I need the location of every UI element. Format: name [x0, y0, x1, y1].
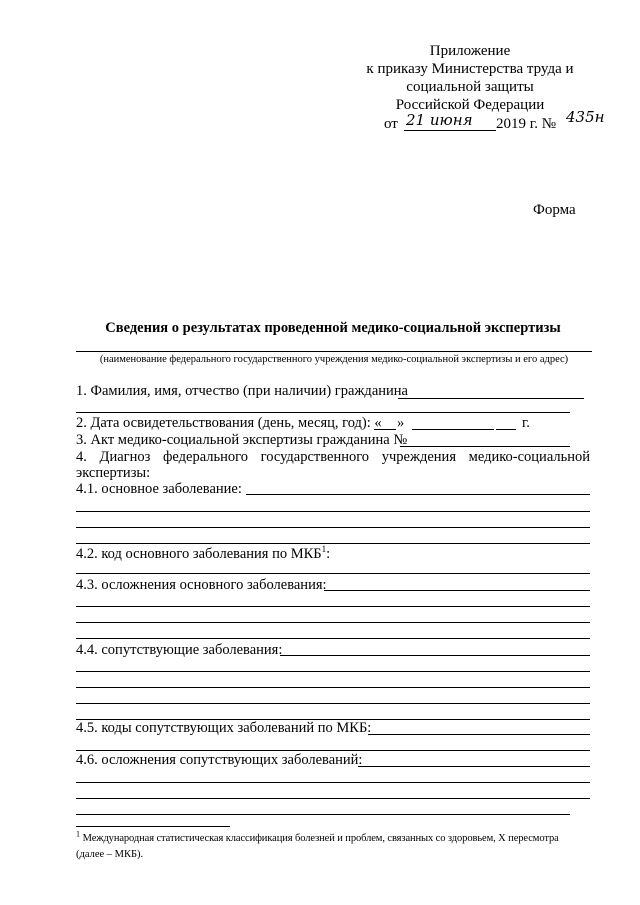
item-4-5-field-2[interactable]	[76, 750, 590, 751]
item-4-2-field[interactable]	[76, 573, 590, 574]
institution-caption: (наименование федерального государственного учреждения медико-социальной экспертизы и его адрес)	[99, 354, 569, 365]
item-4-1-label: 4.1. основное заболевание:	[76, 481, 242, 497]
item-4-4-label: 4.4. сопутствующие заболевания:	[76, 642, 283, 658]
item-4-3-field-2[interactable]	[76, 606, 590, 607]
item-4-1-field-3[interactable]	[76, 527, 590, 528]
item-2-row	[76, 415, 596, 433]
item-2-year-suffix: г.	[522, 415, 530, 431]
item-4-6-field-2[interactable]	[76, 782, 590, 783]
date-prefix: от	[384, 116, 398, 132]
item-4-label: 4. Диагноз федерального государственного учреждения медико-социальной	[76, 449, 590, 465]
item-4-3-field-3[interactable]	[76, 622, 590, 623]
order-date-line	[384, 108, 605, 133]
footnote-separator	[76, 826, 230, 827]
item-4-5-label: 4.5. коды сопутствующих заболеваний по МКБ:	[76, 720, 372, 736]
item-1-field-2[interactable]	[76, 412, 570, 413]
item-4-4-field-3[interactable]	[76, 687, 590, 688]
item-4-2-colon: :	[326, 546, 331, 562]
footnote-text-1: Международная статистическая классификация болезней и проблем, связанных со здоровьем, X пересмотра	[82, 833, 559, 844]
header-line-1: Приложение	[429, 43, 511, 59]
item-4-4-field-2[interactable]	[76, 671, 590, 672]
day-field[interactable]	[374, 429, 396, 430]
year-number-label: 2019 г. №	[496, 116, 557, 132]
handwritten-date: 21 июня	[406, 111, 473, 129]
item-4-6-field-3[interactable]	[76, 798, 590, 799]
item-4-4-field[interactable]	[280, 655, 590, 656]
item-2-quote: »	[397, 415, 405, 431]
item-4-3-label: 4.3. осложнения основного заболевания:	[76, 577, 327, 593]
item-4-4-field-4[interactable]	[76, 703, 590, 704]
item-1-label: 1. Фамилия, имя, отчество (при наличии) гражданина	[76, 383, 408, 399]
item-4-3-field-4[interactable]	[76, 638, 590, 639]
form-label: Форма	[533, 202, 576, 218]
institution-line	[76, 351, 592, 352]
document-title: Сведения о результатах проведенной медико-социальной экспертизы	[105, 320, 561, 336]
item-4-2-label	[76, 546, 330, 562]
item-3-label: 3. Акт медико-социальной экспертизы гражданина №	[76, 432, 408, 448]
item-1-field[interactable]	[398, 398, 584, 399]
item-4-6-field-4[interactable]	[76, 814, 570, 815]
footnote-mark: 1	[76, 829, 80, 839]
item-4-5-field[interactable]	[368, 734, 590, 735]
item-4-1-field-4[interactable]	[76, 543, 590, 544]
month-field[interactable]	[412, 429, 494, 430]
item-3-field[interactable]	[400, 446, 570, 447]
footnote-ref: 1	[321, 544, 327, 555]
footnote	[76, 829, 592, 846]
footnote-text-2: (далее – МКБ).	[76, 849, 144, 860]
item-4-6-field[interactable]	[358, 766, 590, 767]
header-line-4: Российской Федерации	[395, 97, 545, 113]
handwritten-number: 435н	[566, 108, 605, 126]
item-2-label: 2. Дата освидетельствования (день, месяц, год): «	[76, 415, 382, 431]
item-4-label-cont: экспертизы:	[76, 465, 151, 481]
header-line-2: к приказу Министерства труда и	[366, 61, 574, 77]
item-4-2-text: 4.2. код основного заболевания по МКБ	[76, 546, 322, 562]
item-4-1-field-2[interactable]	[76, 511, 590, 512]
item-4-6-label: 4.6. осложнения сопутствующих заболеваний:	[76, 752, 363, 768]
item-4-1-field[interactable]	[246, 494, 590, 495]
date-underline	[404, 130, 496, 131]
year-field[interactable]	[496, 429, 516, 430]
header-line-3: социальной защиты	[406, 79, 534, 95]
item-4-3-field[interactable]	[324, 590, 590, 591]
